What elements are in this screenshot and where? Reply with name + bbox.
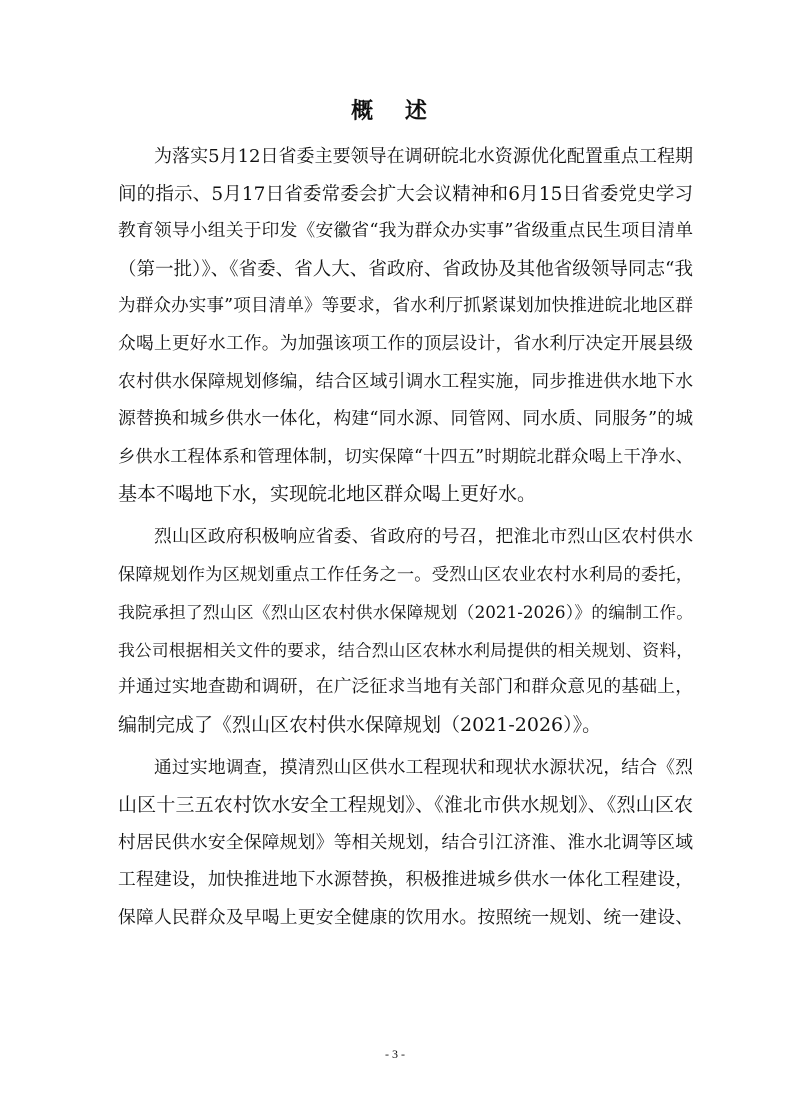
paragraph-2 [118,519,693,745]
text-line: 为落实5月12日省委主要领导在调研皖北水资源优化配置重点工程期 [118,146,693,167]
text-line: 山区十三五农村饮水安全工程规划》、《淮北市供水规划》、《烈山区农 [118,794,693,817]
text-line: 众喝上更好水工作。为加强该项工作的顶层设计，省水利厅决定开展县级 [118,333,693,354]
text-line: 通过实地调查，摸清烈山区供水工程现状和现状水源状况，结合《烈 [118,757,693,778]
page-number: - 3 - [385,1047,405,1061]
text-line: 基本不喝地下水，实现皖北地区群众喝上更好水。 [118,483,537,506]
text-line: 并通过实地查勘和调研，在广泛征求当地有关部门和群众意见的基础上， [118,677,693,698]
text-line: 乡供水工程体系和管理体制，切实保障“十四五”时期皖北群众喝上干净水、 [118,446,693,467]
paragraph-3 [118,750,693,938]
paragraph-1 [118,138,693,514]
text-line: 农村供水保障规划修编，结合区域引调水工程实施，同步推进供水地下水 [118,371,693,392]
body-text [118,138,693,937]
text-line: 源替换和城乡供水一体化，构建“同水源、同管网、同水质、同服务”的城 [118,409,693,430]
text-line: 我院承担了烈山区《烈山区农村供水保障规划（2021-2026）》的编制工作。 [118,602,693,623]
text-line: 工程建设，加快推进地下水源替换，积极推进城乡供水一体化工程建设， [118,870,693,891]
text-line: 我公司根据相关文件的要求，结合烈山区农林水利局提供的相关规划、资料， [118,639,693,660]
text-line: 保障人民群众及早喝上更安全健康的饮用水。按照统一规划、统一建设、 [118,907,693,928]
text-line: 烈山区政府积极响应省委、省政府的号召，把淮北市烈山区农村供水 [118,526,693,547]
page-title: 概 述 [351,98,439,124]
text-line: 间的指示、5月17日省委常委会扩大会议精神和6月15日省委党史学习 [118,183,693,205]
text-line: 村居民供水安全保障规划》等相关规划，结合引江济淮、淮水北调等区域 [118,832,693,853]
text-line: 为群众办实事”项目清单》等要求，省水利厅抓紧谋划加快推进皖北地区群 [118,296,693,317]
text-line: 保障规划作为区规划重点工作任务之一。受烈山区农业农村水利局的委托， [118,564,693,585]
text-line: 编制完成了《烈山区农村供水保障规划（2021-2026）》。 [118,713,602,736]
text-line: 教育领导小组关于印发《安徽省“我为群众办实事”省级重点民生项目清单 [118,221,693,242]
text-line: （第一批）》、《省委、省人大、省政府、省政协及其他省级领导同志“我 [118,258,693,280]
